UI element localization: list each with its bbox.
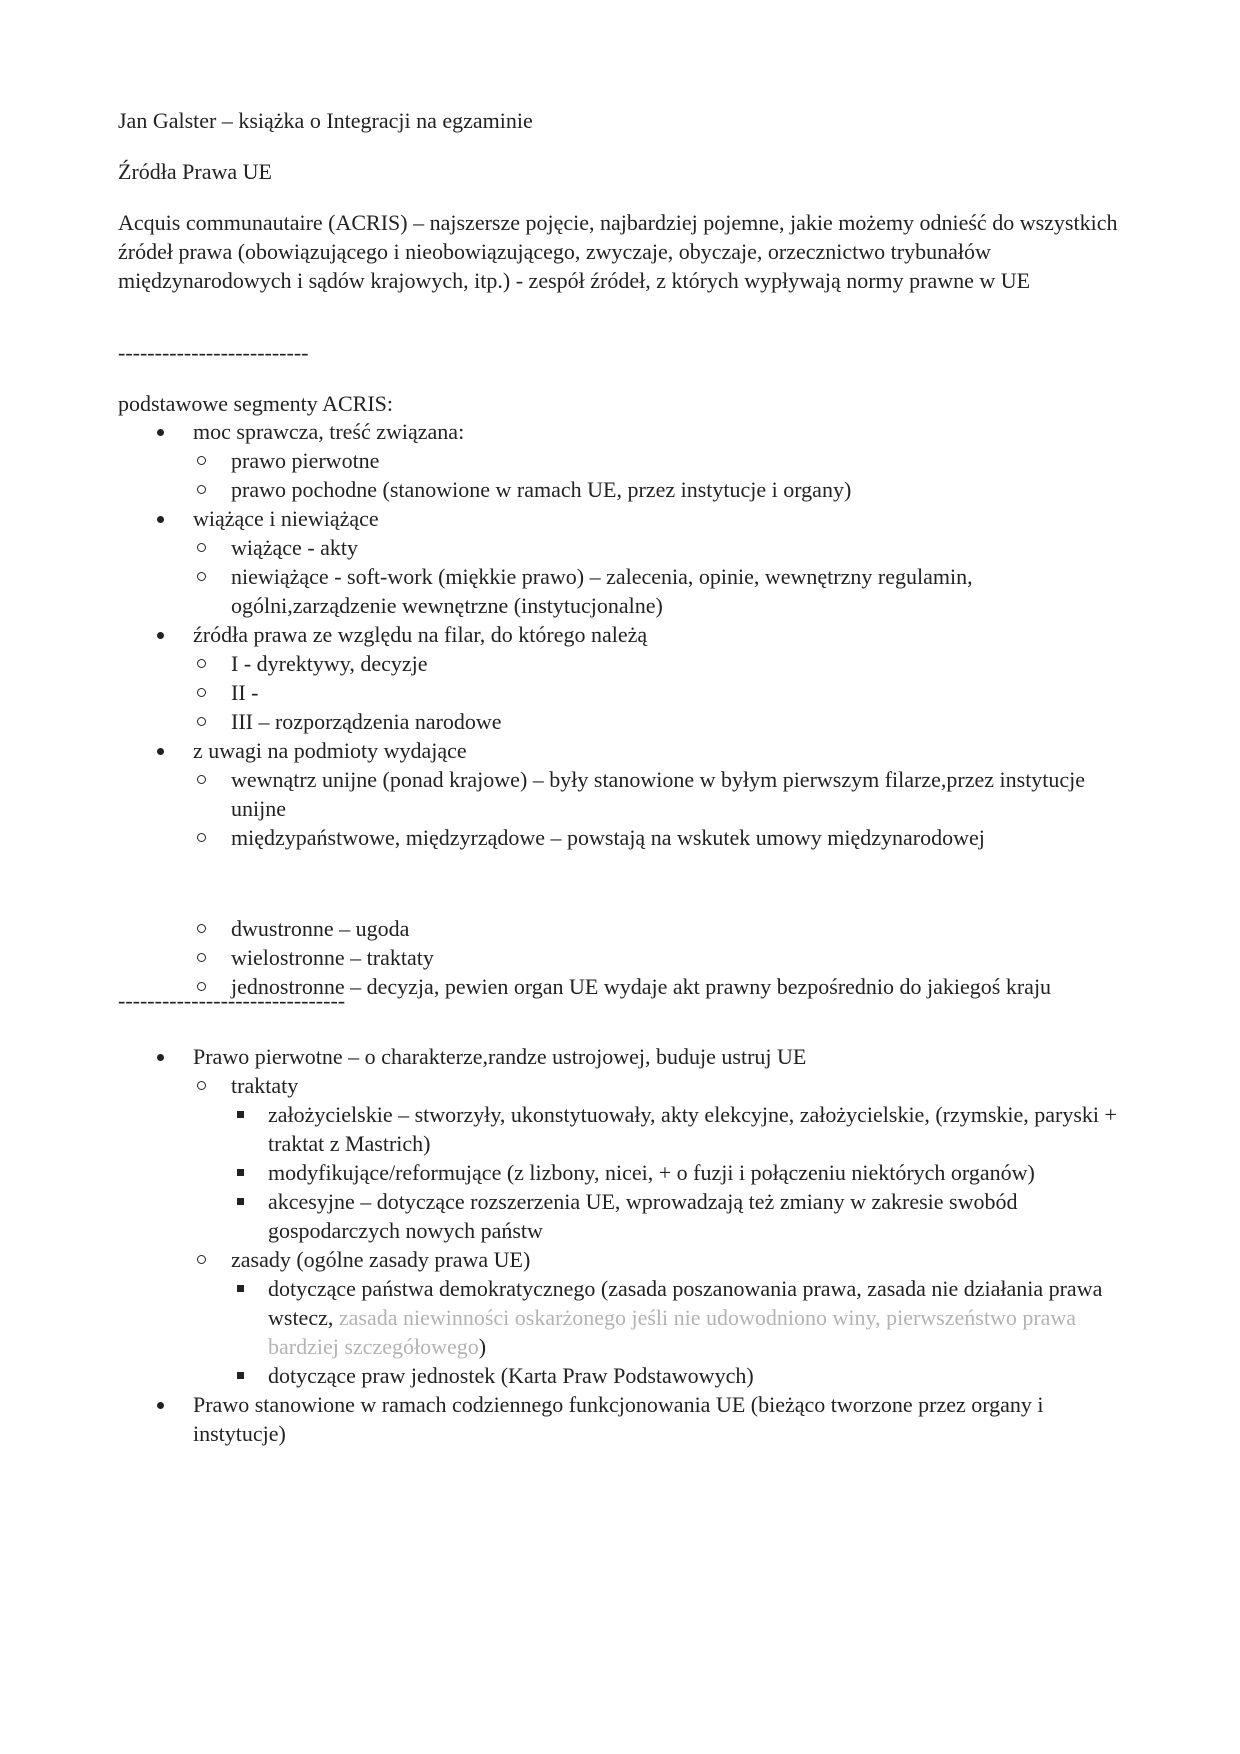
list-item: źródła prawa ze względu na filar, do którego należą (0, 620, 1123, 649)
list-item: akcesyjne – dotyczące rozszerzenia UE, wprowadzają też zmiany w zakresie swobód gospodarczych nowych państw (0, 1187, 1123, 1245)
list-item: modyfikujące/reformujące (z lizbony, nicei, + o fuzji i połączeniu niektórych organów) (0, 1158, 1123, 1187)
circle-bullet-icon (197, 924, 206, 933)
list-gap (0, 852, 1240, 883)
bullet-icon (157, 748, 164, 755)
list-item: Prawo pierwotne – o charakterze,randze ustrojowej, buduje ustruj UE (0, 1042, 1123, 1071)
list-item: Prawo stanowione w ramach codziennego funkcjonowania UE (bieżąco tworzone przez organy i instytucje) (0, 1390, 1123, 1448)
list-item: założycielskie – stworzyły, ukonstytuowały, akty elekcyjne, założycielskie, (rzymskie, paryski + traktat z Mastrich) (0, 1100, 1123, 1158)
list-item: wiążące - akty (0, 533, 1123, 562)
list-item: moc sprawcza, treść związana: (0, 417, 1123, 446)
circle-bullet-icon (197, 543, 206, 552)
separator-line: ------------------------------- (118, 988, 346, 1013)
separator-line: -------------------------- (118, 340, 309, 365)
list-item: wielostronne – traktaty (0, 943, 1123, 972)
list-item: I - dyrektywy, decyzje (0, 649, 1123, 678)
list-item: międzypaństwowe, międzyrządowe – powstają na wskutek umowy międzynarodowej (0, 823, 1123, 852)
circle-bullet-icon (197, 953, 206, 962)
circle-bullet-icon (197, 659, 206, 668)
faded-text: zasada niewinności oskarżonego jeśli nie udowodniono winy, pierwszeństwo prawa bardziej szczegółowego (268, 1305, 1077, 1359)
list-item: III – rozporządzenia narodowe (0, 707, 1123, 736)
list-item: z uwagi na podmioty wydające (0, 736, 1123, 765)
list-item: wiążące i niewiążące (0, 504, 1123, 533)
square-bullet-icon (237, 1198, 244, 1205)
segments-list (0, 417, 1240, 1001)
circle-bullet-icon (197, 1255, 206, 1264)
square-bullet-icon (237, 1111, 244, 1118)
bullet-icon (157, 1054, 164, 1061)
circle-bullet-icon (197, 775, 206, 784)
circle-bullet-icon (197, 456, 206, 465)
list-item: prawo pochodne (stanowione w ramach UE, przez instytucje i organy) (0, 475, 1123, 504)
bullet-icon (157, 1402, 164, 1409)
circle-bullet-icon (197, 485, 206, 494)
list-item: traktaty (0, 1071, 1123, 1100)
list-item: zasady (ogólne zasady prawa UE) (0, 1245, 1123, 1274)
circle-bullet-icon (197, 833, 206, 842)
circle-bullet-icon (197, 572, 206, 581)
list-item: II - (0, 678, 1123, 707)
bullet-icon (157, 429, 164, 436)
circle-bullet-icon (197, 717, 206, 726)
list-item: jednostronne – decyzja, pewien organ UE wydaje akt prawny bezpośrednio do jakiegoś kraju (0, 972, 1123, 1001)
list-gap (0, 883, 1240, 914)
list-item: dwustronne – ugoda (0, 914, 1123, 943)
intro-paragraph: Acquis communautaire (ACRIS) – najszersze pojęcie, najbardziej pojemne, jakie możemy odnieść do wszystkich źródeł prawa (obowiązującego i nieobowiązującego, zwyczaje, obyczaje, orzecznictwo trybunałów międzynarodowych i sądów krajowych, itp.) - zespół źródeł, z których wypływają normy prawne w UE (118, 210, 1118, 293)
document-title: Jan Galster – książka o Integracji na egzaminie (118, 108, 533, 133)
list-item: wewnątrz unijne (ponad krajowe) – były stanowione w byłym pierwszym filarze,przez instytucje unijne (0, 765, 1123, 823)
square-bullet-icon (237, 1285, 244, 1292)
list-item: dotyczące państwa demokratycznego (zasada poszanowania prawa, zasada nie działania prawa wstecz, zasada niewinności oskarżonego jeśli nie udowodniono winy, pierwszeństwo prawa bardziej szczegółowego) (0, 1274, 1123, 1361)
list-item: niewiążące - soft-work (miękkie prawo) – zalecenia, opinie, wewnętrzny regulamin, ogólni,zarządzenie wewnętrzne (instytucjonalne) (0, 562, 1123, 620)
square-bullet-icon (237, 1169, 244, 1176)
circle-bullet-icon (197, 1081, 206, 1090)
circle-bullet-icon (197, 688, 206, 697)
law-list (0, 1042, 1240, 1448)
section-title: Źródła Prawa UE (118, 159, 272, 184)
square-bullet-icon (237, 1372, 244, 1379)
segments-heading: podstawowe segmenty ACRIS: (118, 391, 393, 416)
bullet-icon (157, 516, 164, 523)
list-item: dotyczące praw jednostek (Karta Praw Podstawowych) (0, 1361, 1123, 1390)
list-item: prawo pierwotne (0, 446, 1123, 475)
bullet-icon (157, 632, 164, 639)
